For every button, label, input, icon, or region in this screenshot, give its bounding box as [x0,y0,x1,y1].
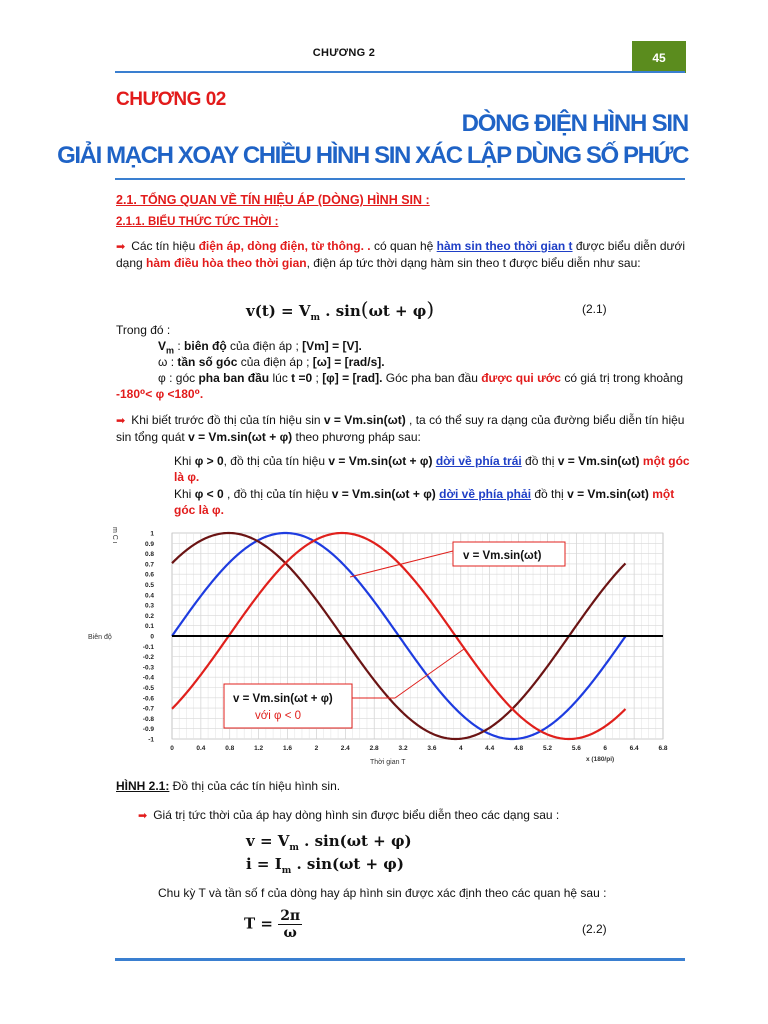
y-tick-labels [143,531,155,744]
x-unit-label: x (180/pi) [586,756,615,763]
y-tick-label: 0.3 [144,602,154,610]
y-tick-label: 0.8 [144,551,154,559]
y-tick-label: 0 [150,633,154,641]
bullet-arrow-icon: ➡ [138,810,148,822]
equation-voltage: $v = V_m$ . sin(ωt + φ) [246,832,412,853]
bullet-arrow-icon: ➡ [116,415,126,427]
y-tick-label: -0.6 [142,695,154,703]
y-tick-label: -0.7 [142,705,154,713]
subsection-heading: 2.1.1. BIỂU THỨC TỨC THỜI : [116,216,279,228]
paragraph-2: ➡ Khi biết trước đồ thị của tín hiệu sin v = Vm.sin(ωt) , ta có thể suy ra dạng của đường biểu diễn tín hiệu sin tổng quát v = Vm.sin(ωt + φ) theo phương pháp sau: [116,413,685,444]
case-positive-phase: Khi φ > 0, đồ thị của tín hiệu v = Vm.sin(ωt + φ) dời về phía trái đồ thị v = Vm.sin(ωt) một góc là φ. [174,454,690,484]
equation-number-2-2: (2.2) [582,922,607,936]
y-tick-label: 0.9 [144,540,154,548]
equation-2-2: T = $\frac{2\pi}{\omega}$ [244,908,301,941]
y-side-label: m C ι [111,527,118,544]
x-tick-label: 6.8 [658,745,668,752]
x-tick-label: 2.4 [340,745,350,752]
x-tick-label: 1.2 [254,745,264,752]
y-tick-label: -0.4 [142,674,154,682]
y-tick-label: 0.6 [144,571,154,579]
chapter-title-line2: GIẢI MẠCH XOAY CHIỀU HÌNH SIN XÁC LẬP DÙNG SỐ PHỨC [57,142,688,169]
equation-current: $i = I_m$ . sin(ωt + φ) [246,855,404,876]
x-tick-label: 3.2 [398,745,408,752]
figure-caption: HÌNH 2.1: Đồ thị của các tín hiệu hình sin. [116,779,341,793]
annotation-text-1: v = Vm.sin(ωt) [463,550,542,562]
x-tick-label: 4 [459,745,463,752]
x-tick-label: 0.4 [196,745,206,752]
x-axis-label: Thời gian T [370,759,406,766]
x-tick-label: 2 [314,745,319,752]
y-tick-label: -0.9 [142,726,154,734]
chapter-title-line1: DÒNG ĐIỆN HÌNH SIN [461,110,688,137]
where-omega: ω : tần số góc của điện áp ; [ω] = [rad/s]. [158,355,385,369]
paragraph-4: Chu kỳ T và tần số f của dòng hay áp hình sin được xác định theo các quan hệ sau : [158,886,607,900]
y-tick-label: -0.2 [142,654,154,662]
y-axis-label: Biên độ [88,634,112,641]
y-tick-label: 1 [150,530,154,538]
sine-chart [80,515,680,770]
bullet-arrow-icon: ➡ [116,241,126,253]
x-tick-label: 4.8 [514,745,524,752]
annotation-text-2b: với φ < 0 [255,710,301,722]
case-negative-phase: Khi φ < 0 , đồ thị của tín hiệu v = Vm.sin(ωt + φ) dời về phía phải đồ thị v = Vm.sin(ωt) một góc là φ. [174,487,675,517]
paragraph-3: ➡ Giá trị tức thời của áp hay dòng hình sin được biểu diễn theo các dạng sau : [138,808,560,822]
x-tick-label: 6.4 [629,745,639,752]
section-heading: 2.1. TỔNG QUAN VỀ TÍN HIỆU ÁP (DÒNG) HÌNH SIN : [116,193,430,207]
x-tick-label: 6 [603,745,608,752]
page-number: 45 [632,41,686,73]
x-tick-label: 3.6 [427,745,437,752]
x-tick-label: 2.8 [369,745,379,752]
y-tick-label: -0.1 [142,643,154,651]
y-tick-label: -0.8 [142,715,154,723]
x-tick-label: 5.2 [542,745,552,752]
equation-number-2-1: (2.1) [582,302,607,316]
y-tick-label: -1 [148,736,154,744]
y-tick-label: 0.7 [144,561,154,569]
x-tick-label: 0.8 [225,745,235,752]
y-tick-label: 0.1 [144,623,154,631]
y-tick-label: -0.5 [142,685,154,692]
title-rule [115,178,685,180]
footer-rule [115,958,685,961]
where-phi: φ : góc pha ban đầu lúc t =0 ; [φ] = [rad]. Góc pha ban đầu được qui ước có giá trị trong khoảng -180⁰< φ <180⁰. [116,371,684,401]
y-tick-label: 0.2 [144,612,154,620]
running-header: CHƯƠNG 2 [312,47,376,59]
chapter-label: CHƯƠNG 02 [116,89,226,110]
x-tick-labels [170,745,668,752]
header-rule [115,71,685,73]
where-vm: $V_m$ : biên độ của điện áp ; [Vm] = [V]. [158,339,362,356]
x-tick-label: 1.6 [283,745,293,752]
where-intro: Trong đó : [116,323,171,337]
paragraph-1: ➡ Các tín hiệu điện áp, dòng điện, từ thông. . có quan hệ hàm sin theo thời gian t được biểu diễn dưới dạng hàm điều hòa theo thời gian, điện áp tức thời dạng hàm sin theo t được biểu diễn như sau: [116,239,686,270]
x-tick-label: 0 [170,745,174,752]
y-tick-label: 0.5 [144,582,154,589]
y-tick-label: -0.3 [142,664,154,672]
y-tick-label: 0.4 [144,592,154,600]
x-tick-label: 4.4 [485,745,495,752]
annotation-text-2: v = Vm.sin(ωt + φ) [233,693,333,705]
equation-2-1: $v(t) = V_m$ . sin(ωt + φ) [246,297,435,323]
x-tick-label: 5.6 [571,745,581,752]
